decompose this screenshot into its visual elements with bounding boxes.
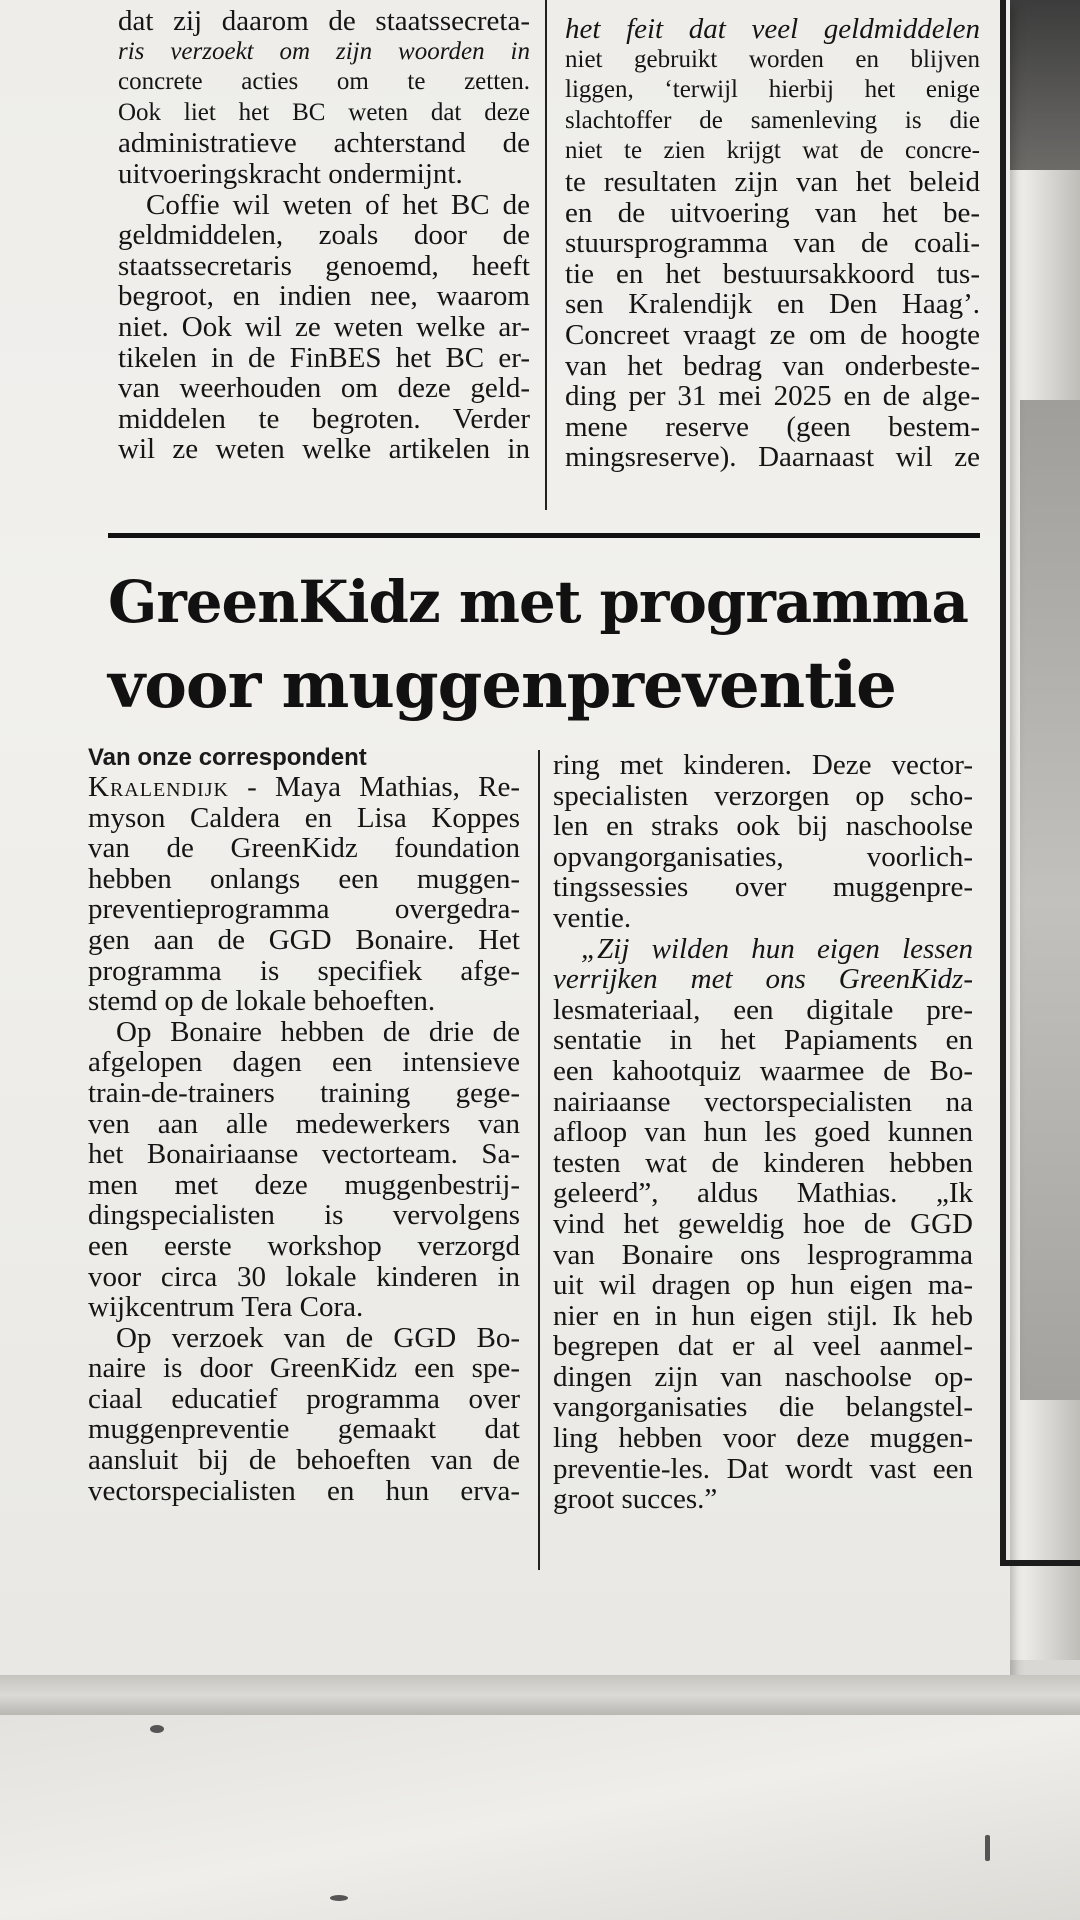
text-line: ciaal educatief programma over [88,1382,520,1415]
text-line: dingen zijn van naschoolse op- [553,1360,973,1393]
text-line: voor circa 30 lokale kinderen in [88,1260,520,1293]
text-line: Concreet vraagt ze om de hoogte [565,318,980,351]
text-line: len en straks ook bij naschoolse [553,810,973,843]
text-line: naire is door GreenKidz een spe- [88,1352,520,1385]
text-line: vind het geweldig hoe de GGD [553,1207,973,1240]
text-line: mene reserve (geen bestem- [565,410,980,443]
text-line: testen wat de kinderen hebben [553,1146,973,1179]
text-line: ven aan alle medewerkers van [88,1107,520,1140]
text-line: dingspecialisten is vervolgens [88,1199,520,1232]
text-line: wil ze weten welke artikelen in [118,433,530,466]
text-line: ventie. [553,901,632,934]
text-line-fragment: - Maya Mathias, Re- [228,771,520,803]
text-line: en de uitvoering van het be- [565,196,980,229]
text-line: van het bedrag van onderbeste- [565,349,980,382]
text-line: train-de-trainers training gege- [88,1076,520,1109]
text-line: dat zij daarom de staatssecreta- [118,5,530,37]
table-surface [0,1715,1080,1920]
section-rule [108,533,980,538]
article-frame-bottom [1000,1560,1080,1566]
text-line: Op verzoek van de GGD Bo- [116,1321,520,1354]
text-line: programma is specifiek afge- [88,954,520,987]
text-line: niet te zien krijgt wat de concre- [565,137,980,165]
text-line: wijkcentrum Tera Cora. [88,1291,364,1324]
text-line: uit wil dragen op hun eigen ma- [553,1269,973,1302]
text-line: vangorganisaties die belangstel- [553,1391,973,1424]
text-line: een eerste workshop verzorgd [88,1229,520,1262]
text-line: opvangorganisaties, voorlich- [553,840,973,873]
article-left-column [88,744,520,1506]
text-line: ling hebben voor deze muggen- [553,1422,973,1455]
text-line: stemd op de lokale behoeften. [88,985,436,1018]
text-line: staatssecretaris genoemd, heeft [118,249,530,282]
text-line: van weerhouden om deze geld- [118,372,530,405]
text-line: men met deze muggenbestrij- [88,1168,520,1201]
text-line: specialisten verzorgen op scho- [553,779,973,812]
column-divider-top [545,0,547,510]
text-line: tingssessies over muggenpre- [553,871,973,904]
text-line: begroot, en indien nee, waarom [118,280,530,313]
article-right-column [553,750,973,1515]
text-line: gen aan de GGD Bonaire. Het [88,923,520,956]
text-line: liggen, ‘terwijl hierbij het enige [565,76,980,104]
headline-line: GreenKidz met programma [108,568,968,636]
text-line: hebben onlangs een muggen- [88,862,520,895]
text-line: sentatie in het Papiaments en [553,1024,973,1057]
text-line: slachtoffer de samenleving is die [565,106,980,134]
text-line: myson Caldera en Lisa Koppes [88,801,520,834]
text-line: afloop van hun les goed kunnen [553,1116,973,1149]
text-line: Coffie wil weten of het BC de [146,188,530,221]
text-line: nier en in hun eigen stijl. Ik heb [553,1299,973,1332]
text-line: sen Kralendijk en Den Haag’. [565,288,980,321]
text-line: niet. Ook wil ze weten welke ar- [118,310,530,343]
text-line: lesmateriaal, een digitale pre- [553,993,973,1026]
paper-edge [0,1675,1080,1715]
text-line: vectorspecialisten en hun erva- [88,1474,520,1507]
text-line: van Bonaire ons lesprogramma [553,1238,973,1271]
text-line: nairiaanse vectorspecialisten na [553,1085,973,1118]
headline-line: voor muggenpreventie [108,648,896,723]
previous-article-left-column [118,6,530,465]
text-line: het Bonairiaanse vectorteam. Sa- [88,1138,520,1171]
column-divider-bottom [538,750,540,1570]
byline: Van onze correspondent [88,744,367,771]
text-line: ris verzoekt om zijn woorden in [118,37,530,65]
background-shadow [1010,0,1080,170]
text-line: het feit dat veel geldmiddelen [565,13,980,45]
text-line: te resultaten zijn van het beleid [565,165,980,198]
text-line: Op Bonaire hebben de drie de [116,1015,520,1048]
text-line: muggenpreventie gemaakt dat [88,1413,520,1446]
text-line: „Zij wilden hun eigen lessen [581,932,973,965]
text-line: een kahootquiz waarmee de Bo- [553,1054,973,1087]
previous-article-right-column [565,14,980,473]
text-line: afgelopen dagen een intensieve [88,1046,520,1079]
text-line: uitvoeringskracht ondermijnt. [118,157,463,190]
text-line: preventie-les. Dat wordt vast een [553,1452,973,1485]
dateline: Kralendijk [88,771,229,803]
article-frame-right [1000,0,1006,1565]
text-line: preventieprogramma overgedra- [88,893,520,926]
text-line: mingsreserve). Daarnaast wil ze [565,441,980,474]
text-line: van de GreenKidz foundation [88,832,520,865]
text-line: tie en het bestuursakkoord tus- [565,257,980,290]
background-fold [1020,400,1080,1400]
text-line: geldmiddelen, zoals door de [118,219,530,252]
text-line: ding per 31 mei 2025 en de alge- [565,380,980,413]
text-line [88,772,520,803]
text-line: concrete acties om te zetten. [118,68,530,96]
article-headline [108,560,988,728]
text-line: begrepen dat er al veel aanmel- [553,1330,973,1363]
text-line: groot succes.” [553,1483,718,1516]
text-line: verrijken met ons GreenKidz- [553,963,973,996]
text-line: aansluit bij de behoeften van de [88,1444,520,1477]
text-line: ring met kinderen. Deze vector- [553,749,973,781]
text-line: administratieve achterstand de [118,127,530,160]
text-line: stuursprogramma van de coali- [565,227,980,260]
text-line: Ook liet het BC weten dat deze [118,98,530,126]
text-line: middelen te begroten. Verder [118,402,530,435]
text-line: geleerd”, aldus Mathias. „Ik [553,1177,973,1210]
text-line: tikelen in de FinBES het BC er- [118,341,530,374]
text-line: niet gebruikt worden en blijven [565,45,980,73]
